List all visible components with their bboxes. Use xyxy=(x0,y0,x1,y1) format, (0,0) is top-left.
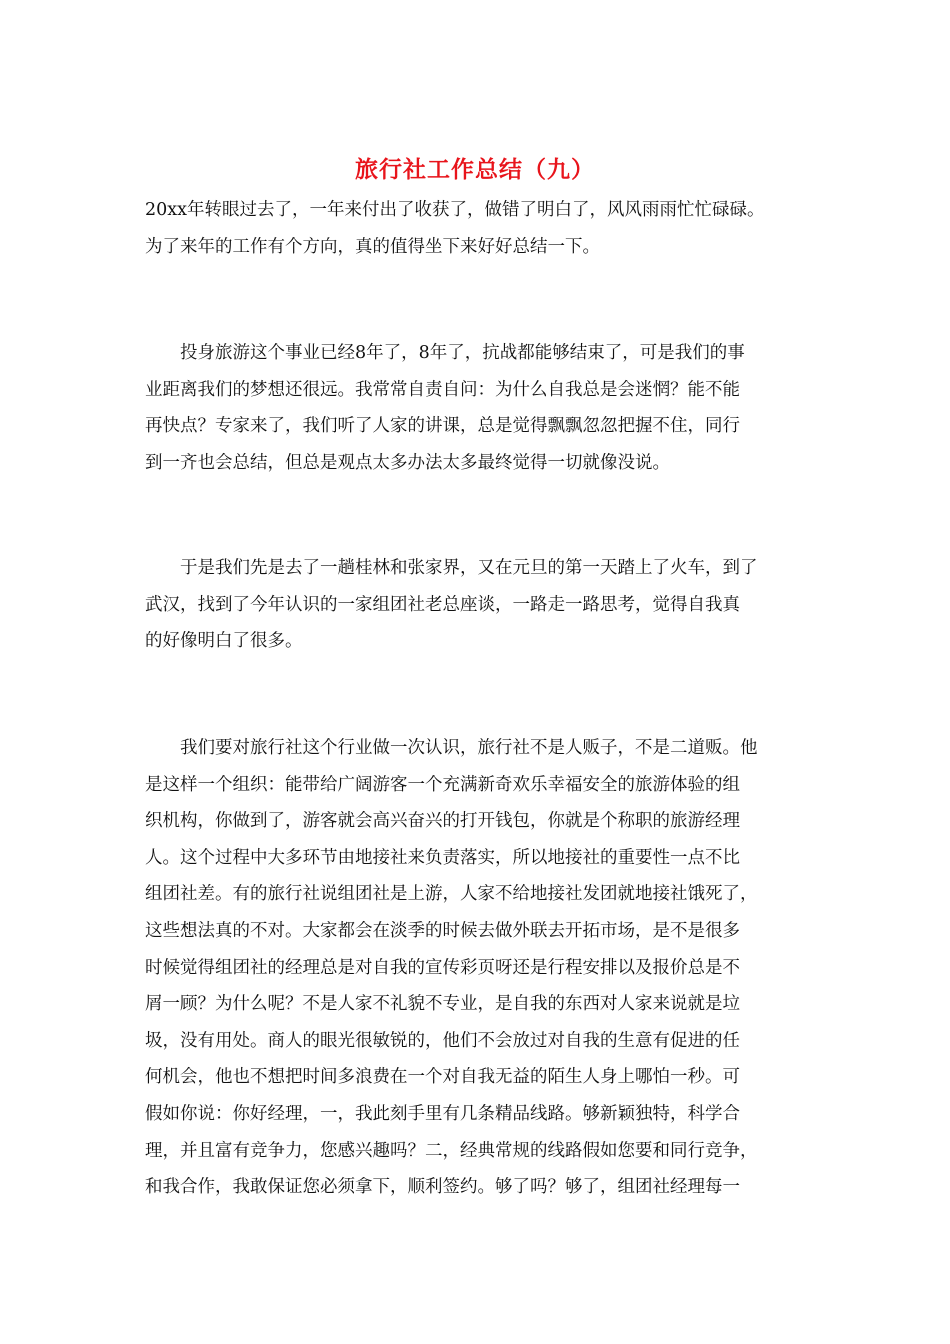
text-line: 假如你说：你好经理，一，我此刻手里有几条精品线路。够新颖独特，科学合 xyxy=(145,1103,740,1124)
text-line: 时候觉得组团社的经理总是对自我的宣传彩页呀还是行程安排以及报价总是不 xyxy=(145,957,740,978)
paragraph-4 xyxy=(145,730,805,1206)
text-line: 组团社差。有的旅行社说组团社是上游，人家不给地接社发团就地接社饿死了， xyxy=(145,884,758,905)
text-line: 我们要对旅行社这个行业做一次认识，旅行社不是人贩子，不是二道贩。他 xyxy=(145,738,758,758)
text-line: 和我合作，我敢保证您必须拿下，顺利签约。够了吗？够了，组团社经理每一 xyxy=(145,1177,740,1198)
paragraph-3 xyxy=(145,550,805,660)
text-line: 织机构，你做到了，游客就会高兴奋兴的打开钱包，你就是个称职的旅游经理 xyxy=(145,811,740,832)
text-line: 为了来年的工作有个方向，真的值得坐下来好好总结一下。 xyxy=(145,236,600,257)
text-line: 于是我们先是去了一趟桂林和张家界，又在元旦的第一天踏上了火车，到了 xyxy=(145,558,758,578)
text-line: 是这样一个组织：能带给广阔游客一个充满新奇欢乐幸福安全的旅游体验的组 xyxy=(145,774,740,795)
text-line: 何机会，他也不想把时间多浪费在一个对自我无益的陌生人身上哪怕一秒。可 xyxy=(145,1067,740,1088)
text-line: 的好像明白了很多。 xyxy=(145,631,303,652)
text-line: 屑一顾？为什么呢？不是人家不礼貌不专业，是自我的东西对人家来说就是垃 xyxy=(145,994,740,1015)
text-line: 投身旅游这个事业已经8年了，8年了，抗战都能够结束了，可是我们的事 xyxy=(145,343,745,363)
document-title: 旅行社工作总结（九） xyxy=(355,156,595,183)
text-line: 这些想法真的不对。大家都会在淡季的时候去做外联去开拓市场，是不是很多 xyxy=(145,920,740,941)
text-line: 武汉，找到了今年认识的一家组团社老总座谈，一路走一路思考，觉得自我真 xyxy=(145,594,740,615)
text-line: 20xx年转眼过去了，一年来付出了收获了，做错了明白了，风风雨雨忙忙碌碌。 xyxy=(145,200,765,220)
text-line: 业距离我们的梦想还很远。我常常自责自问：为什么自我总是会迷惘？能不能 xyxy=(145,379,740,400)
text-line: 人。这个过程中大多环节由地接社来负责落实，所以地接社的重要性一点不比 xyxy=(145,847,740,868)
text-line: 再快点？专家来了，我们听了人家的讲课，总是觉得飘飘忽忽把握不住，同行 xyxy=(145,416,740,437)
paragraph-2 xyxy=(145,335,805,481)
text-line: 理，并且富有竞争力，您感兴趣吗？二，经典常规的线路假如您要和同行竞争， xyxy=(145,1140,758,1161)
text-line: 到一齐也会总结，但总是观点太多办法太多最终觉得一切就像没说。 xyxy=(145,452,670,473)
paragraph-1 xyxy=(145,192,805,265)
text-line: 圾，没有用处。商人的眼光很敏锐的，他们不会放过对自我的生意有促进的任 xyxy=(145,1030,740,1051)
